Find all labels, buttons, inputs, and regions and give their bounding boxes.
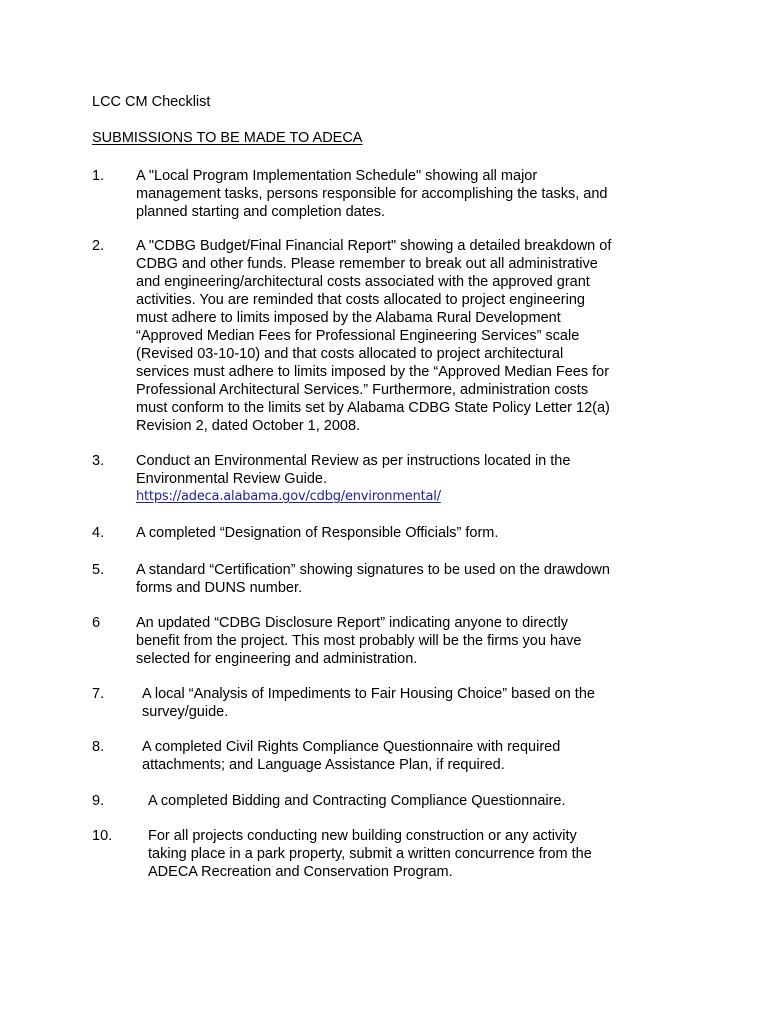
item-line: must conform to the limits set by Alabama CDBG State Policy Letter 12(a) xyxy=(136,400,610,416)
item-line: selected for engineering and administration. xyxy=(136,651,418,667)
item-text xyxy=(136,614,646,668)
item-line: (Revised 03-10-10) and that costs allocated to project architectural xyxy=(136,346,564,362)
item-line: forms and DUNS number. xyxy=(136,580,303,596)
item-number: 9. xyxy=(92,793,105,809)
item-line: activities. You are reminded that costs allocated to project engineering xyxy=(136,292,585,308)
item-line: management tasks, persons responsible for accomplishing the tasks, and xyxy=(136,186,608,202)
document-title: LCC CM Checklist xyxy=(92,94,211,110)
section-heading: SUBMISSIONS TO BE MADE TO ADECA xyxy=(92,130,363,146)
item-line: Professional Architectural Services.” Furthermore, administration costs xyxy=(136,382,589,398)
item-line: For all projects conducting new building construction or any activity xyxy=(148,828,577,844)
item-number: 3. xyxy=(92,453,105,469)
item-number: 6 xyxy=(92,615,101,631)
item-line: survey/guide. xyxy=(142,704,229,720)
item-line: benefit from the project. This most probably will be the firms you have xyxy=(136,633,582,649)
item-line: CDBG and other funds. Please remember to break out all administrative xyxy=(136,256,598,272)
item-line: services must adhere to limits imposed by the “Approved Median Fees for xyxy=(136,364,610,380)
item-line: Revision 2, dated October 1, 2008. xyxy=(136,418,361,434)
item-text xyxy=(136,561,646,597)
item-line: A completed “Designation of Responsible Officials” form. xyxy=(136,525,499,541)
item-line: A "CDBG Budget/Final Financial Report" showing a detailed breakdown of xyxy=(136,238,612,254)
item-text xyxy=(136,452,646,506)
item-number: 5. xyxy=(92,562,105,578)
item-number: 10. xyxy=(92,828,113,844)
item-text xyxy=(136,524,646,542)
item-text xyxy=(136,237,646,435)
item-line: “Approved Median Fees for Professional Engineering Services” scale xyxy=(136,328,580,344)
item-line: Conduct an Environmental Review as per instructions located in the xyxy=(136,453,571,469)
item-line: ADECA Recreation and Conservation Program. xyxy=(148,864,453,880)
item-number: 2. xyxy=(92,238,105,254)
item-number: 8. xyxy=(92,739,105,755)
item-line: A completed Bidding and Contracting Compliance Questionnaire. xyxy=(148,793,566,809)
item-line: A completed Civil Rights Compliance Questionnaire with required xyxy=(142,739,561,755)
item-text xyxy=(136,167,646,221)
item-number: 1. xyxy=(92,168,105,184)
item-line: A "Local Program Implementation Schedule" showing all major xyxy=(136,168,538,184)
item-text xyxy=(142,685,652,721)
item-line: A standard “Certification” showing signatures to be used on the drawdown xyxy=(136,562,610,578)
item-line: A local “Analysis of Impediments to Fair Housing Choice” based on the xyxy=(142,686,595,702)
item-line: Environmental Review Guide. xyxy=(136,471,328,487)
item-line: An updated “CDBG Disclosure Report” indicating anyone to directly xyxy=(136,615,568,631)
item-text xyxy=(148,792,658,810)
item-line: taking place in a park property, submit a written concurrence from the xyxy=(148,846,592,862)
item-line: and engineering/architectural costs associated with the approved grant xyxy=(136,274,590,290)
item-line: attachments; and Language Assistance Plan, if required. xyxy=(142,757,505,773)
item-line: must adhere to limits imposed by the Alabama Rural Development xyxy=(136,310,561,326)
item-number: 4. xyxy=(92,525,105,541)
item-text xyxy=(142,738,652,774)
item-text xyxy=(148,827,658,881)
environmental-review-link[interactable]: https://adeca.alabama.gov/cdbg/environmental/ xyxy=(136,489,441,504)
item-line: planned starting and completion dates. xyxy=(136,204,386,220)
item-number: 7. xyxy=(92,686,105,702)
